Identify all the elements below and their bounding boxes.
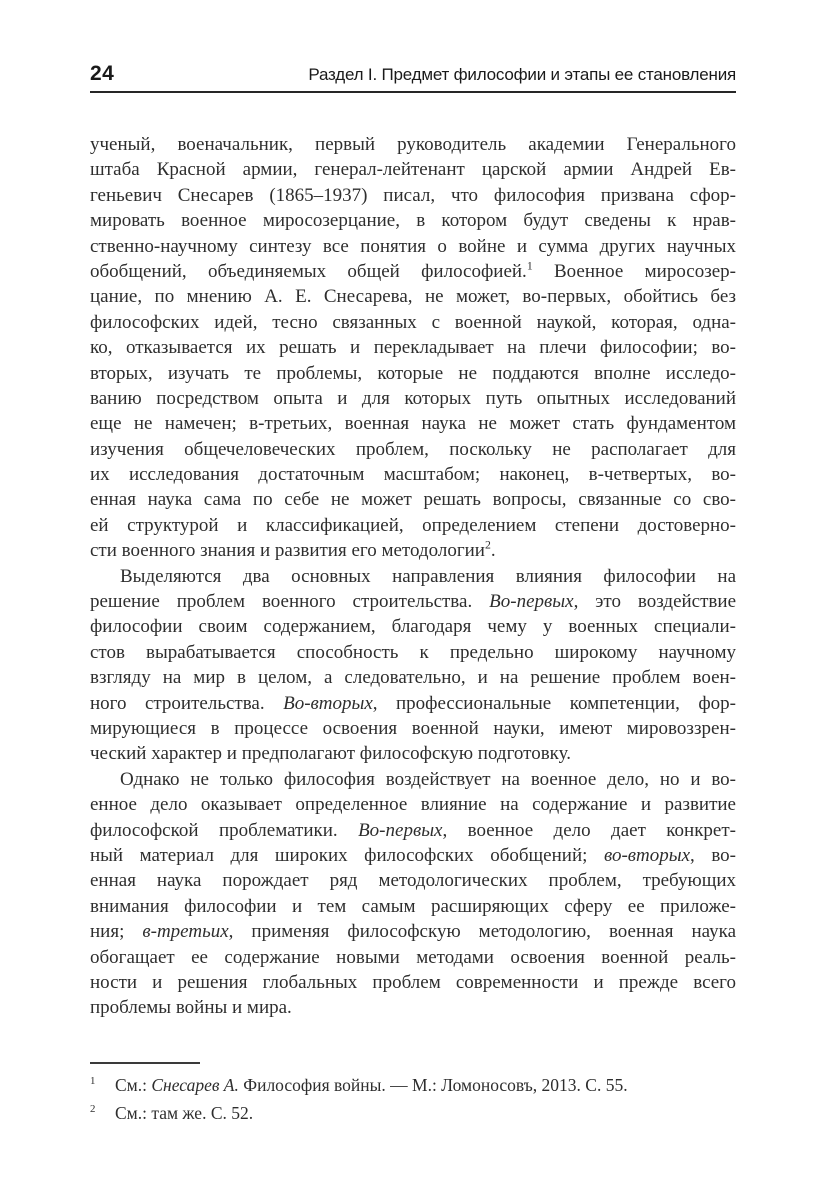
text-run: енная наука порождает ряд методологических проблем, требующих [90, 870, 736, 892]
text-line [90, 894, 736, 919]
text-line [90, 995, 736, 1020]
text-run: ный материал для широких философских обобщений; [90, 844, 604, 866]
text-run: мирующиеся в процессе освоения военной науки, имеют мировоззрен- [90, 717, 736, 739]
text-line [90, 462, 736, 487]
emphasized-text: Снесарев А. [151, 1074, 239, 1095]
text-run: . [490, 540, 496, 562]
text-run: ного строительства. [90, 692, 284, 714]
text-run: енная наука сама по себе не может решать вопросы, связанные со сво- [90, 489, 736, 511]
text-line [90, 716, 736, 741]
text-line [90, 792, 736, 817]
text-line [90, 437, 736, 462]
text-line [90, 361, 736, 386]
emphasized-text: Во-первых [358, 819, 443, 841]
text-run: мировать военное миросозерцание, в котором будут сведены к нрав- [90, 210, 736, 232]
text-run: ученый, военачальник, первый руководитель академии Генерального [90, 134, 736, 155]
text-line [90, 284, 736, 309]
text-line [90, 157, 736, 182]
text-line [90, 970, 736, 995]
text-run: См.: там же. С. 52. [115, 1102, 254, 1123]
text-run: философских идей, тесно связанных с военной наукой, которая, одна- [90, 311, 736, 333]
text-run: , военное дело дает конкрет- [442, 819, 736, 841]
text-run: внимания философии и тем самым расширяющих сферу ее приложе- [90, 895, 736, 917]
text-run: еще не намечен; в-третьих, военная наука не может стать фундаментом [90, 413, 736, 435]
text-run: геньевич Снесарев (1865–1937) писал, что философия призвана сфор- [90, 184, 736, 206]
text-run: Военное миросозер- [532, 260, 736, 282]
text-line [90, 310, 736, 335]
text-run: , это воздействие [573, 591, 736, 613]
text-line [90, 614, 736, 639]
text-line [90, 208, 736, 233]
text-run: См.: [115, 1074, 152, 1095]
text-line [90, 513, 736, 538]
text-run: их исследования достаточным масштабом; наконец, в-четвертых, во- [90, 464, 736, 486]
text-run: ко, отказывается их решать и перекладывает на плечи философии; во- [90, 337, 736, 359]
footnote-reference: 1 [526, 259, 533, 273]
text-line [90, 411, 736, 436]
text-run: Выделяются два основных направления влияния философии на [120, 565, 736, 587]
text-line [90, 589, 736, 614]
text-run: философии своим содержанием, благодаря чему у военных специали- [90, 616, 736, 638]
text-run: , профессиональные компетенции, фор- [372, 692, 736, 714]
text-run: ния; [90, 921, 143, 943]
text-run: взгляду на мир в целом, а следовательно, и на решение проблем воен- [90, 667, 736, 689]
text-run: проблемы войны и мира. [90, 997, 292, 1019]
text-run: изучения общечеловеческих проблем, поскольку не располагает для [90, 438, 736, 460]
text-line [90, 691, 736, 716]
footnotes [90, 1062, 736, 1127]
text-run: вторых, изучать те проблемы, которые не поддаются вполне исследо- [90, 362, 736, 384]
text-run: стов вырабатывается способность к предельно широкому научному [90, 641, 736, 663]
text-run: Философия войны. — М.: Ломоносовъ, 2013. С. 55. [238, 1074, 628, 1095]
emphasized-text: Во-вторых [283, 692, 373, 714]
footnote-separator-rule [90, 1062, 200, 1064]
text-run: ческий характер и предполагают философскую подготовку. [90, 743, 571, 765]
text-line [90, 234, 736, 259]
text-line [90, 538, 736, 563]
page-content [90, 62, 736, 1127]
body-text [90, 132, 736, 1021]
text-run: штаба Красной армии, генерал-лейтенант царской армии Андрей Ев- [90, 159, 736, 181]
running-head [90, 62, 736, 93]
text-line [90, 843, 736, 868]
text-line [90, 767, 736, 792]
text-line [90, 919, 736, 944]
text-run: енное дело оказывает определенное влияние на содержание и развитие [90, 794, 736, 816]
text-run: ственно-научному синтезу все понятия о войне и сумма других научных [90, 235, 736, 257]
page-number: 24 [90, 62, 115, 85]
text-run: цание, по мнению А. Е. Снесарева, не может, во-первых, обойтись без [90, 286, 736, 308]
footnote: $^2$ См.: там же. С. 52. [90, 1102, 254, 1123]
footnote-reference: 2 [484, 538, 491, 552]
text-run: ванию посредством опыта и для которых путь опытных исследований [90, 387, 736, 409]
emphasized-text: в-третьих [142, 921, 229, 943]
footnote: $^1$ См.: Снесарев А. Философия войны. — М.: Ломоносовъ, 2013. С. 55. [90, 1074, 628, 1095]
text-line [90, 487, 736, 512]
text-run: , применяя философскую методологию, военная наука [228, 921, 736, 943]
text-line [90, 564, 736, 589]
emphasized-text: Во-первых [489, 591, 574, 613]
text-line [90, 386, 736, 411]
text-line [90, 818, 736, 843]
text-line [90, 132, 736, 157]
text-line [90, 868, 736, 893]
text-run: ей структурой и классификацией, определением степени достоверно- [90, 514, 736, 536]
text-line [90, 741, 736, 766]
text-line [90, 945, 736, 970]
text-run: философской проблематики. [90, 819, 359, 841]
text-run: , во- [690, 844, 737, 866]
text-run: обобщений, объединяемых общей философией. [90, 260, 527, 282]
footnote-list [90, 1071, 736, 1127]
emphasized-text: во-вторых [603, 844, 691, 866]
text-run: сти военного знания и развития его методологии [90, 540, 485, 562]
text-line [90, 259, 736, 284]
text-line [90, 665, 736, 690]
text-line [90, 183, 736, 208]
text-run: Однако не только философия воздействует на военное дело, но и во- [120, 768, 736, 790]
section-title: Раздел I. Предмет философии и этапы ее становления [308, 65, 736, 84]
text-run: решение проблем военного строительства. [90, 591, 490, 613]
text-run: ности и решения глобальных проблем современности и прежде всего [90, 971, 736, 993]
text-line [90, 335, 736, 360]
text-run: обогащает ее содержание новыми методами освоения военной реаль- [90, 946, 736, 968]
text-line [90, 640, 736, 665]
